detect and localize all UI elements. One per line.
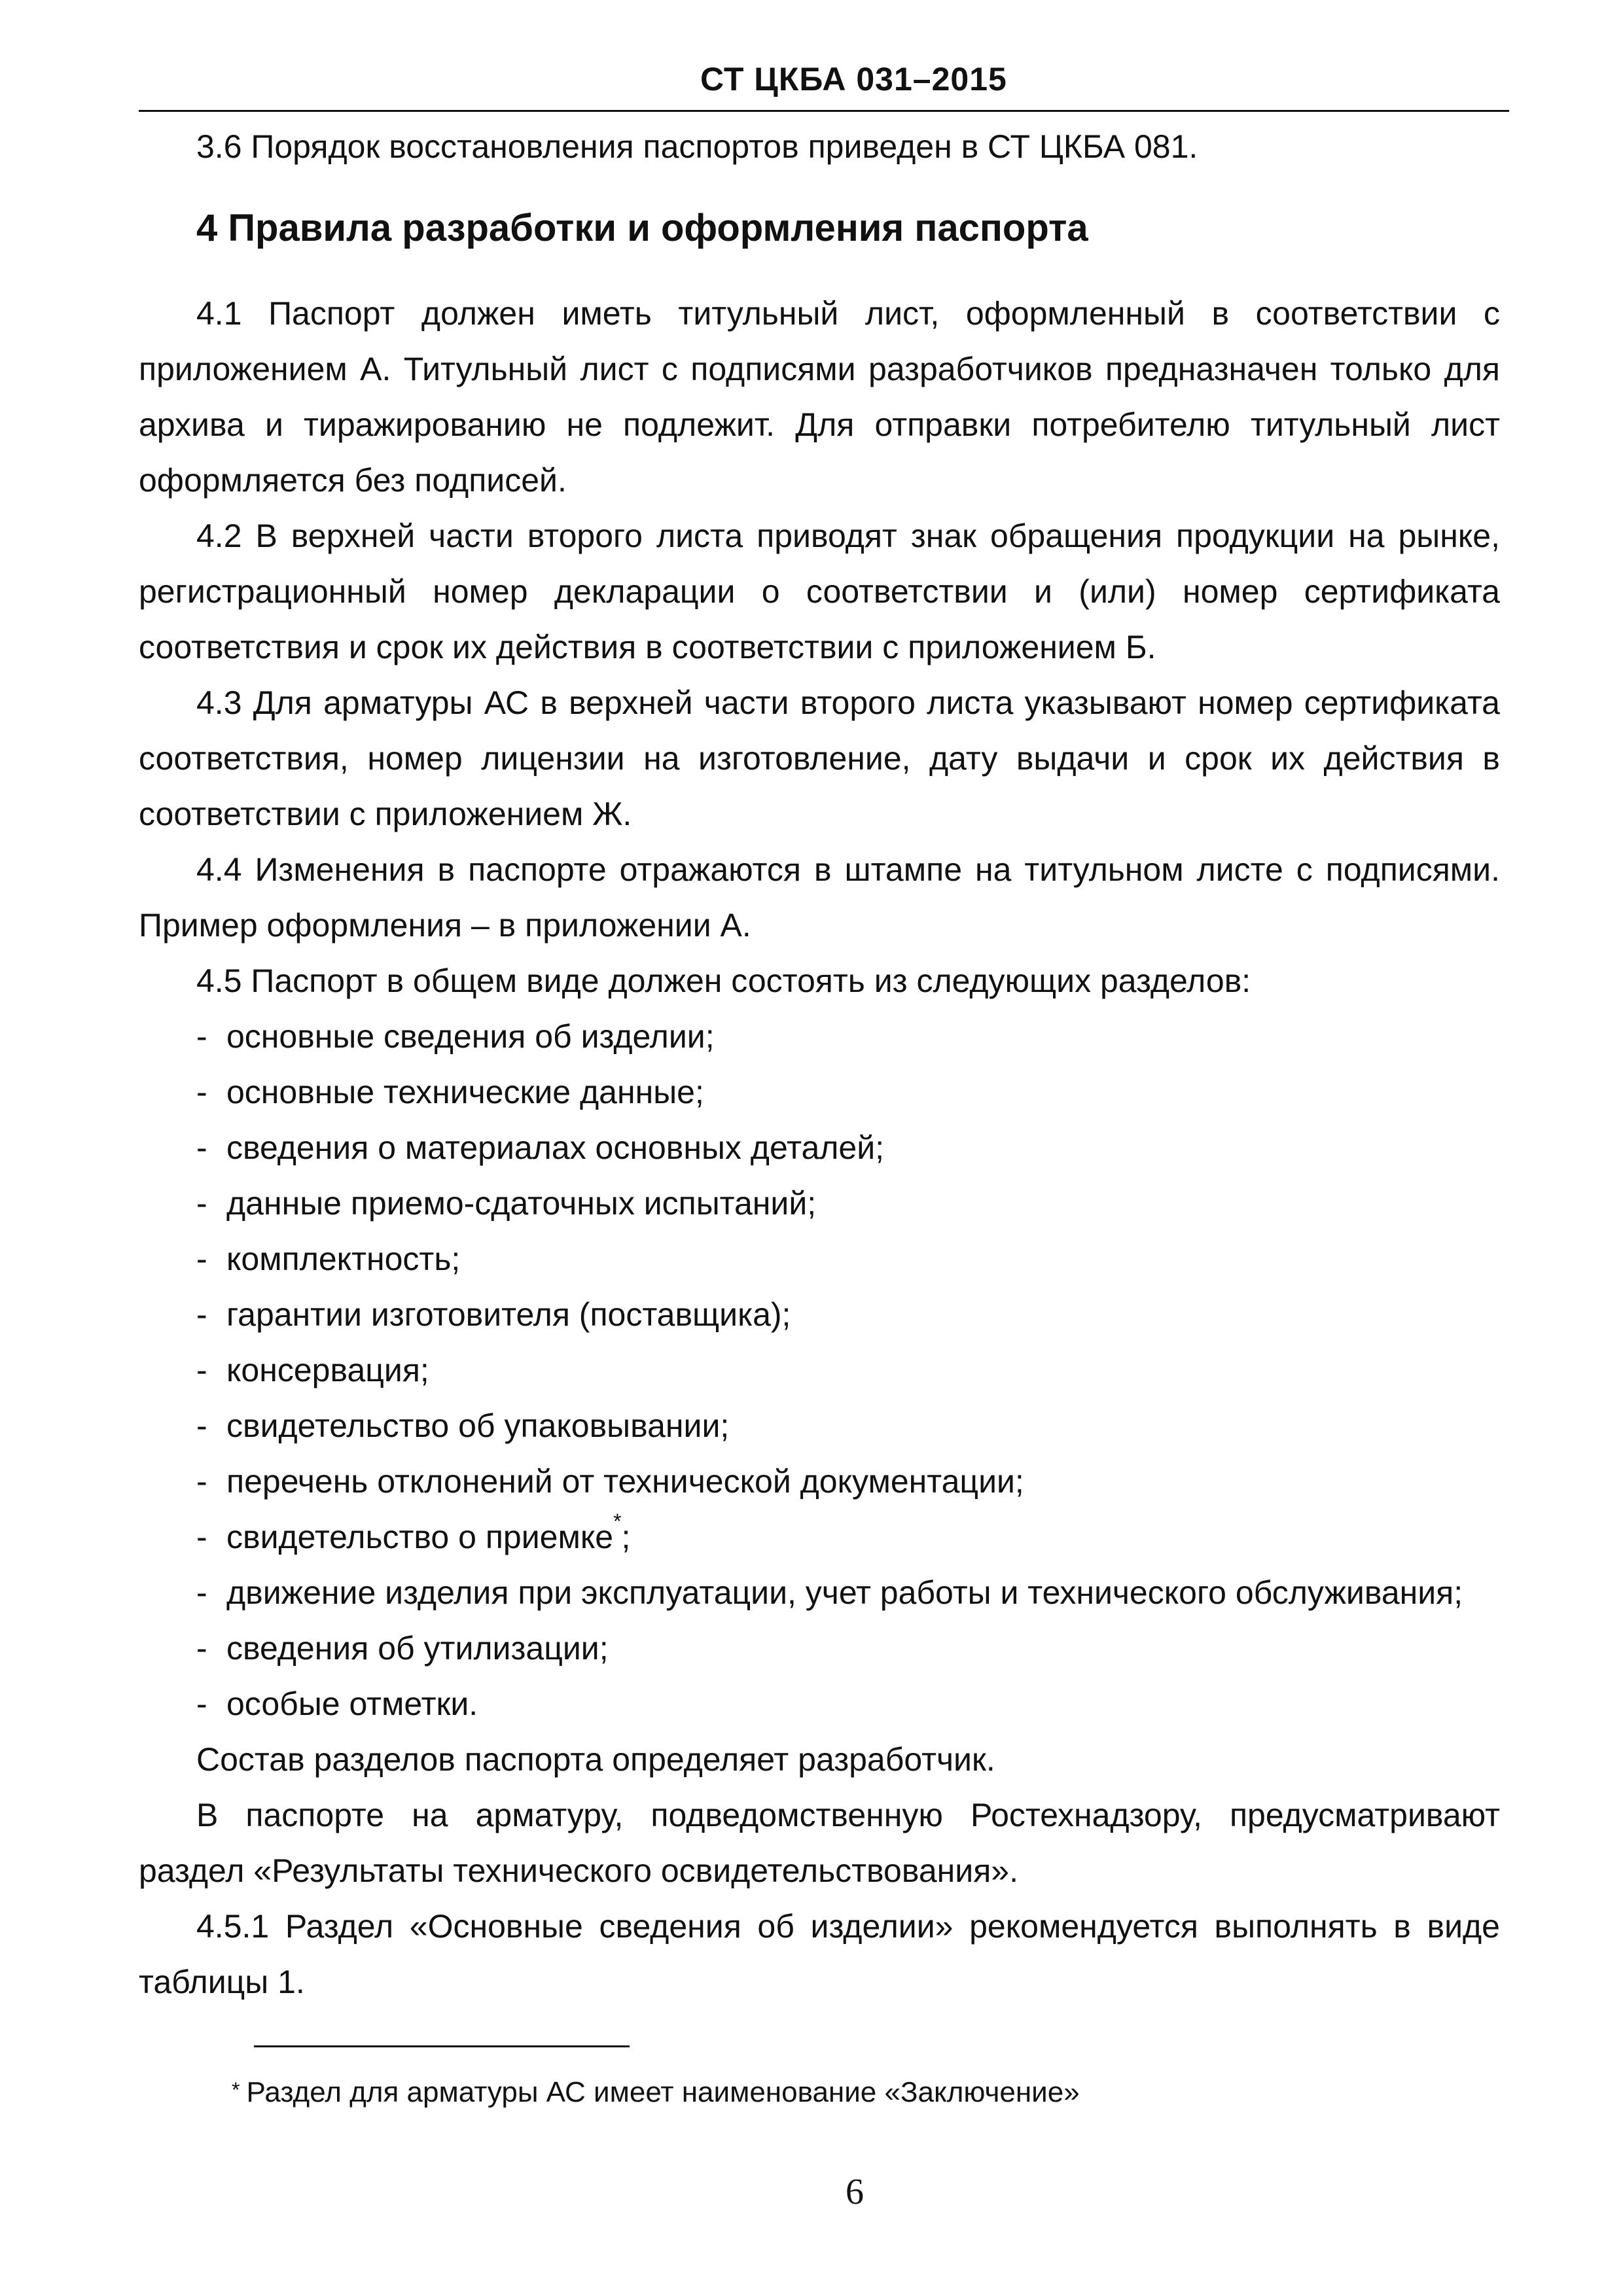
list-item — [196, 1676, 1500, 1732]
list-item-text: данные приемо-сдаточных испытаний; — [226, 1185, 817, 1222]
paragraph-4-5-1: 4.5.1 Раздел «Основные сведения об изделии» рекомендуется выполнять в виде таблицы 1. — [139, 1908, 1500, 2000]
list-item-text: консервация; — [226, 1352, 429, 1388]
list-dash: - — [196, 1018, 207, 1055]
list-dash: - — [196, 1630, 207, 1667]
body-text — [139, 119, 1500, 2010]
footnote-reference: * — [613, 1510, 622, 1533]
list-item — [196, 1009, 1500, 1065]
list-dash: - — [196, 1407, 207, 1444]
footnote — [232, 2073, 1080, 2112]
list-dash: - — [196, 1129, 207, 1166]
list-item — [196, 1454, 1500, 1510]
list-item-text: сведения об утилизации; — [226, 1630, 609, 1667]
list-item-text: свидетельство о приемке — [226, 1519, 614, 1555]
list-item — [196, 1398, 1500, 1454]
footnote-text: Раздел для арматуры АС имеет наименование «Заключение» — [246, 2076, 1080, 2108]
list-item-text: основные сведения об изделии; — [226, 1018, 715, 1055]
sections-list — [139, 1009, 1500, 1732]
list-item — [196, 1510, 1500, 1565]
list-item-tail: ; — [621, 1519, 631, 1555]
paragraph-composition: Состав разделов паспорта определяет разработчик. — [196, 1741, 995, 1778]
list-item — [196, 1120, 1500, 1176]
list-item — [196, 1287, 1500, 1343]
list-item-text: особые отметки. — [226, 1686, 478, 1722]
paragraph-4-3: 4.3 Для арматуры АС в верхней части второго листа указывают номер сертификата соответствия, номер лицензии на изготовление, дату выдачи и срок их действия в соответствии с приложением Ж. — [139, 684, 1500, 832]
list-item — [196, 1565, 1500, 1621]
list-item-text: основные технические данные; — [226, 1074, 704, 1110]
list-dash: - — [196, 1463, 207, 1500]
paragraph-rostekhnadzor: В паспорте на арматуру, подведомственную Ростехнадзору, предусматривают раздел «Результаты технического освидетельствования». — [139, 1797, 1500, 1889]
footnote-separator — [254, 2045, 630, 2047]
document-code: СТ ЦКБА 031–2015 — [700, 61, 1007, 97]
list-item — [196, 1343, 1500, 1398]
list-dash: - — [196, 1296, 207, 1333]
header-rule — [139, 110, 1509, 112]
list-item-text: перечень отклонений от технической документации; — [226, 1463, 1024, 1500]
list-dash: - — [196, 1686, 207, 1722]
paragraph-4-2: 4.2 В верхней части второго листа приводят знак обращения продукции на рынке, регистрационный номер декларации о соответствии и (или) номер сертификата соответствия и срок их действия в соответствии с приложением Б. — [139, 518, 1500, 665]
paragraph-4-1: 4.1 Паспорт должен иметь титульный лист, оформленный в соответствии с приложением А. Титульный лист с подписями разработчиков предназначен только для архива и тиражированию не подлежит. Для отправки потребителю титульный лист оформляется без подписей. — [139, 295, 1500, 499]
list-item — [196, 1065, 1500, 1120]
list-item-text: свидетельство об упаковывании; — [226, 1407, 730, 1444]
footnote-mark: * — [232, 2078, 240, 2102]
list-dash: - — [196, 1241, 207, 1277]
paragraph-3-6: 3.6 Порядок восстановления паспортов приведен в СТ ЦКБА 081. — [196, 128, 1198, 165]
list-dash: - — [196, 1074, 207, 1110]
list-item-text: движение изделия при эксплуатации, учет работы и технического обслуживания; — [226, 1574, 1463, 1611]
list-item-text: гарантии изготовителя (поставщика); — [226, 1296, 791, 1333]
list-item — [196, 1231, 1500, 1287]
list-dash: - — [196, 1185, 207, 1222]
paragraph-4-4: 4.4 Изменения в паспорте отражаются в штампе на титульном листе с подписями. Пример оформления – в приложении А. — [139, 851, 1500, 944]
list-dash: - — [196, 1519, 207, 1555]
list-item — [196, 1176, 1500, 1231]
section-title: 4 Правила разработки и оформления паспорта — [196, 207, 1088, 249]
list-item — [196, 1621, 1500, 1676]
list-item-text: сведения о материалах основных деталей; — [226, 1129, 885, 1166]
paragraph-4-5: 4.5 Паспорт в общем виде должен состоять из следующих разделов: — [196, 963, 1251, 999]
page-number: 6 — [846, 2172, 864, 2212]
list-dash: - — [196, 1352, 207, 1388]
list-dash: - — [196, 1574, 207, 1611]
list-item-text: комплектность; — [226, 1241, 461, 1277]
